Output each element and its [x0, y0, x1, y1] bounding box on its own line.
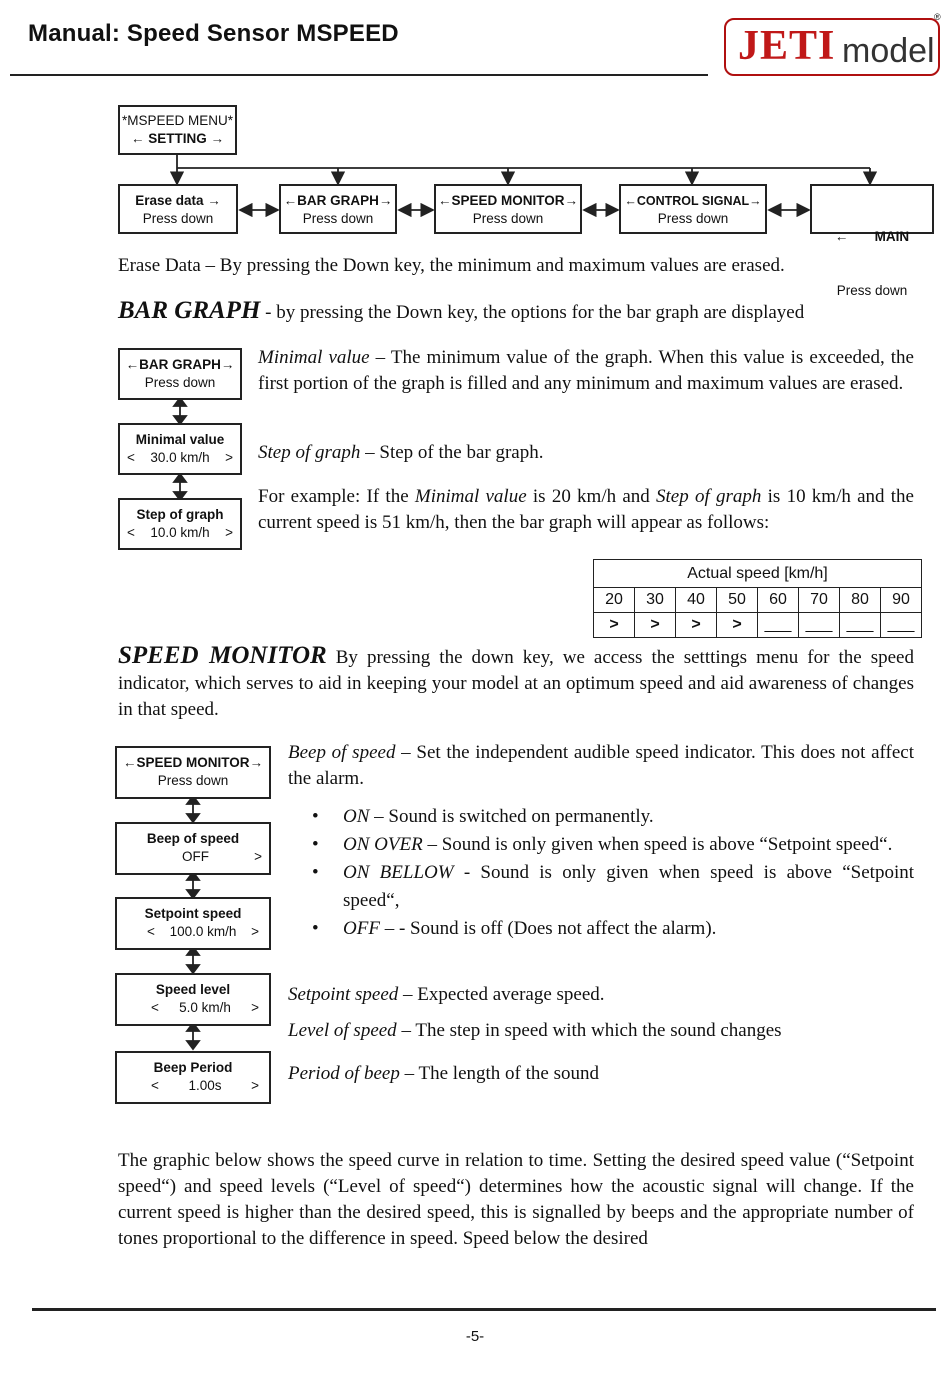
mark-cell: >	[717, 613, 758, 638]
mark-cell: >	[594, 613, 635, 638]
step-of-graph-setting: Step of graph < 10.0 km/h >	[118, 498, 242, 550]
bar-graph-menu-title: ←BAR GRAPH→ Press down	[118, 348, 242, 400]
setpoint-speed-description: Setpoint speed – Expected average speed.	[288, 984, 605, 1005]
beep-period-setting: Beep Period < 1.00s >	[115, 1051, 271, 1104]
menu-item-main: ← MAIN Press down	[810, 184, 934, 234]
logo-model-text: model	[842, 32, 935, 70]
setpoint-speed-setting: Setpoint speed < 100.0 km/h >	[115, 897, 271, 950]
minimal-value-readout: 30.0 km/h	[150, 450, 210, 465]
step-of-graph-readout: 10.0 km/h	[150, 525, 210, 540]
speed-cell: 50	[717, 588, 758, 613]
minimal-value-description: Minimal value – The minimum value of the graph. When this value is exceeded, the first portion of the graph is filled and any minimum and maximum values are erased.	[258, 347, 914, 394]
period-of-beep-description: Period of beep – The length of the sound	[288, 1063, 599, 1084]
speed-monitor-menu-title: ←SPEED MONITOR→ Press down	[115, 746, 271, 799]
page-header-title: Manual: Speed Sensor MSPEED	[28, 20, 399, 47]
step-of-graph-description: Step of graph – Step of the bar graph.	[258, 442, 544, 463]
beep-mode-list	[312, 803, 914, 943]
beep-of-speed-readout: OFF	[182, 849, 210, 864]
list-item: • ON OVER – Sound is only given when speed is above “Setpoint speed“.	[312, 834, 893, 855]
speed-level-setting: Speed level < 5.0 km/h >	[115, 973, 271, 1026]
table-title: Actual speed [km/h]	[594, 560, 922, 588]
speed-cell: 40	[676, 588, 717, 613]
mark-cell: ___	[758, 613, 799, 638]
page-number: -5-	[465, 1328, 485, 1345]
mark-cell: ___	[799, 613, 840, 638]
beep-of-speed-setting: Beep of speed OFF >	[115, 822, 271, 875]
speed-monitor-heading: SPEED MONITOR By pressing the down key, we access the setttings menu for the speed indicator, which serves to aid in keeping your model at an optimum speed and aid awareness of changes in that speed.	[118, 642, 914, 720]
speed-cell: 30	[635, 588, 676, 613]
beep-of-speed-description: Beep of speed – Set the independent audible speed indicator. This does not affect the alarm.	[288, 742, 915, 789]
logo-jeti-text: JETI	[738, 23, 836, 69]
minimal-value-setting: Minimal value < 30.0 km/h >	[118, 423, 242, 475]
speed-cell: 20	[594, 588, 635, 613]
menu-item-control-signal: ←CONTROL SIGNAL→ Press down	[619, 184, 767, 234]
list-item: • ON BELLOW - Sound is only given when speed is above “Setpoint speed“,	[312, 862, 914, 911]
speed-cell: 90	[881, 588, 922, 613]
menu-item-erase-data: Erase data → Press down	[118, 184, 238, 234]
menu-item-speed-monitor: ←SPEED MONITOR→ Press down	[434, 184, 582, 234]
registered-mark: ®	[934, 12, 941, 22]
level-of-speed-description: Level of speed – The step in speed with which the sound changes	[288, 1020, 782, 1041]
actual-speed-table	[593, 559, 922, 638]
beep-period-readout: 1.00s	[188, 1078, 222, 1093]
speed-cell: 60	[758, 588, 799, 613]
bar-graph-heading: BAR GRAPH - by pressing the Down key, the options for the bar graph are displayed	[118, 297, 805, 324]
table-row-speeds	[594, 588, 922, 613]
list-item: • OFF – - Sound is off (Does not affect the alarm).	[312, 918, 717, 939]
speed-cell: 80	[840, 588, 881, 613]
list-item: • ON – Sound is switched on permanently.	[312, 806, 654, 827]
mark-cell: >	[635, 613, 676, 638]
menu-item-bar-graph: ←BAR GRAPH→ Press down	[279, 184, 397, 234]
speed-cell: 70	[799, 588, 840, 613]
table-row-marks	[594, 613, 922, 638]
mark-cell: ___	[881, 613, 922, 638]
mark-cell: ___	[840, 613, 881, 638]
mark-cell: >	[676, 613, 717, 638]
erase-data-description: Erase Data – By pressing the Down key, the minimum and maximum values are erased.	[118, 255, 785, 276]
bar-graph-example: For example: If the Minimal value is 20 km/h and Step of graph is 10 km/h and the current speed is 51 km/h, then the bar graph will appear as follows:	[258, 486, 914, 533]
setpoint-speed-readout: 100.0 km/h	[169, 924, 237, 939]
menu-root-box: *MSPEED MENU* ← SETTING →	[118, 105, 237, 155]
speed-level-readout: 5.0 km/h	[179, 1000, 231, 1015]
footer-divider	[32, 1308, 936, 1311]
speed-curve-description: The graphic below shows the speed curve in relation to time. Setting the desired speed value (“Setpoint speed“) and speed levels (“Level of speed“) determines how the acoustic signal will change. If the current speed is higher than the desired speed, this is signalled by beeps and the appropriate number of tones proportional to the difference in speed. Speed below the desired	[118, 1150, 914, 1249]
